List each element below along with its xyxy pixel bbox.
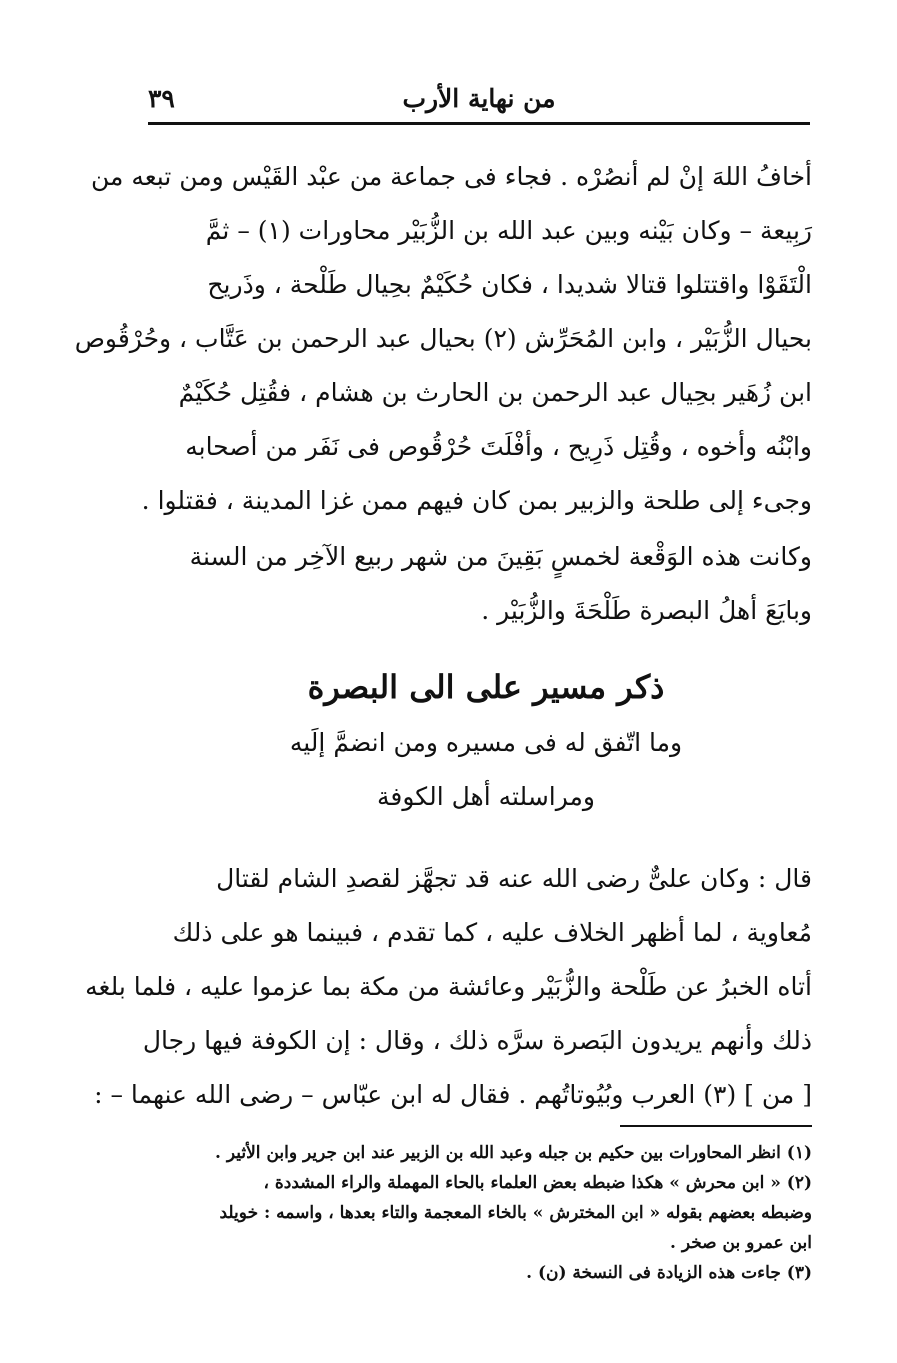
section-heading: ذكر مسير على الى البصرة: [307, 668, 665, 706]
text-line: وكانت هذه الوَقْعة لخمسٍ بَقِينَ من شهر ربيع الآخِر من السنة: [189, 542, 812, 571]
text-line: بحيال الزُّبَيْر ، وابن المُحَرِّش (٢) بحيال عبد الرحمن بن عَتَّاب ، وحُرْقُوص: [74, 324, 812, 353]
text-line: ابن زُهَير بحِيال عبد الرحمن بن الحارث بن هشام ، فقُتِل حُكَيْمٌ: [178, 378, 812, 407]
page-number: ٣٩: [148, 84, 175, 113]
text-line: وجىء إلى طلحة والزبير بمن كان فيهم ممن غزا المدينة ، فقتلوا .: [141, 486, 812, 515]
footnote-line: (٣) جاءت هذه الزيادة فى النسخة (ن) .: [526, 1263, 812, 1283]
text-line: ذلك وأنهم يريدون البَصرة سرَّه ذلك ، وقال : إن الكوفة فيها رجال: [142, 1026, 812, 1055]
text-line: أتاه الخبرُ عن طَلْحة والزُّبَيْر وعائشة من مكة بما عزموا عليه ، فلما بلغه: [85, 972, 812, 1001]
running-title: من نهاية الأرب: [402, 84, 556, 113]
footnotes: [160, 1138, 812, 1288]
footnote-line: وضبطه بعضهم بقوله « ابن المخترش » بالخاء المعجمة والتاء بعدها ، واسمه : خويلد: [219, 1203, 812, 1223]
text-line: وبايَعَ أهلُ البصرة طَلْحَةَ والزُّبَيْر .: [481, 596, 812, 625]
footnote-divider: [620, 1125, 812, 1127]
text-line: وابْنُه وأخوه ، وقُتِل ذَرِيح ، وأفْلَتَ حُرْقُوص فى نَفَر من أصحابه: [185, 432, 812, 461]
text-line: قال : وكان علىٌّ رضى الله عنه قد تجهَّز لقصدِ الشام لقتال: [216, 864, 812, 893]
text-line: الْتَقَوْا واقتتلوا قتالا شديدا ، فكان حُكَيْمٌ بحِيال طَلْحة ، وذَريح: [207, 270, 812, 299]
section-subheading-2: ومراسلته أهل الكوفة: [377, 782, 595, 811]
section-subheading-1: وما اتّفق له فى مسيره ومن انضمَّ إلَيه: [289, 728, 683, 757]
paragraph-1: [74, 150, 812, 528]
paragraph-2: [160, 530, 812, 638]
text-line: رَبِيعة – وكان بَيْنه وبين عبد الله بن الزُّبَيْر محاورات (١) – ثمَّ: [205, 216, 812, 245]
footnote-line: ابن عمرو بن صخر .: [669, 1233, 812, 1253]
text-line: [ من ] (٣) العرب وبُيُوتاتُهم . فقال له ابن عبّاس – رضى الله عنهما – :: [94, 1080, 812, 1109]
paragraph-3: [85, 852, 812, 1122]
text-line: أخافُ اللهَ إنْ لم أنصُرْه . فجاء فى جماعة من عبْد القَيْس ومن تبعه من: [90, 162, 812, 191]
page-header: [148, 82, 810, 125]
text-line: مُعاوية ، لما أظهر الخلاف عليه ، كما تقدم ، فبينما هو على ذلك: [172, 918, 812, 947]
footnote-line: (١) انظر المحاورات بين حكيم بن جبله وعبد الله بن الزبير عند ابن جرير وابن الأثير .: [215, 1143, 812, 1163]
footnote-line: (٢) « ابن محرش » هكذا ضبطه بعض العلماء بالحاء المهملة والراء المشددة ،: [263, 1173, 812, 1193]
